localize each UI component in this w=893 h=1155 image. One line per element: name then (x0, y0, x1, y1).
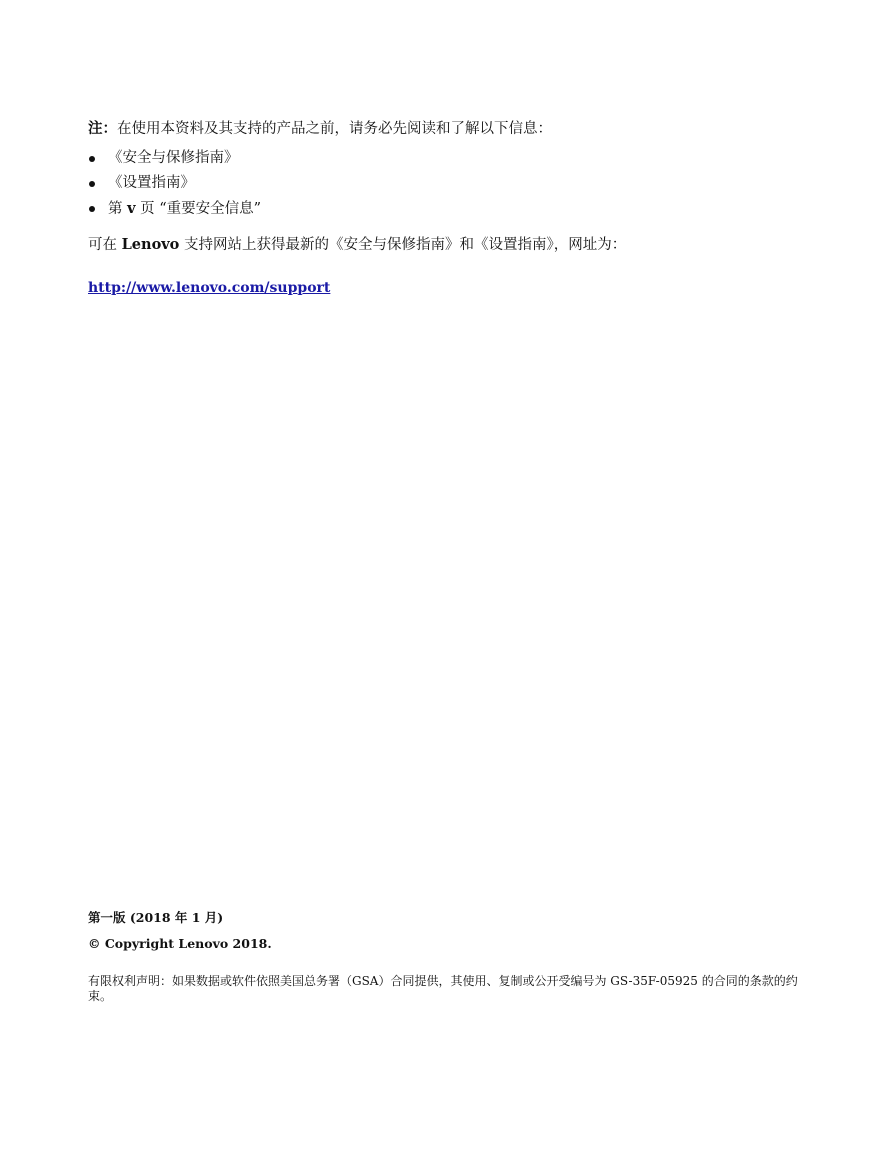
list-item-setup-guide (88, 171, 261, 196)
page-number: v (127, 200, 136, 217)
bullet-icon (89, 156, 95, 162)
edition-notice: 第一版 (2018 年 1 月) (88, 910, 224, 925)
support-link[interactable]: http://www.lenovo.com/support (88, 280, 331, 296)
document-list (88, 146, 261, 221)
availability-post: 支持网站上获得最新的《安全与保修指南》和《设置指南》，网址为： (179, 237, 627, 253)
list-item-text-post: 页 “重要安全信息” (135, 201, 262, 217)
brand-name: Lenovo (121, 236, 180, 253)
bullet-icon (89, 206, 95, 212)
availability-paragraph (88, 235, 626, 255)
note-paragraph (88, 119, 552, 139)
limited-rights-notice: 有限权利声明：如果数据或软件依照美国总务署（GSA）合同提供，其使用、复制或公开受编号为 GS-35F-05925 的合同的条款的约束。 (88, 974, 798, 1003)
list-item-safety-info (88, 196, 261, 221)
note-text: 在使用本资料及其支持的产品之前，请务必先阅读和了解以下信息： (117, 121, 552, 137)
note-label: 注： (88, 120, 117, 137)
list-item-text: 《设置指南》 (108, 175, 195, 191)
list-item-text-pre: 第 (108, 201, 128, 217)
bullet-icon (89, 181, 95, 187)
list-item-text: 《安全与保修指南》 (108, 150, 239, 166)
copyright-notice: © Copyright Lenovo 2018. (88, 936, 272, 951)
availability-pre: 可在 (88, 237, 122, 253)
list-item-safety-guide (88, 146, 261, 171)
